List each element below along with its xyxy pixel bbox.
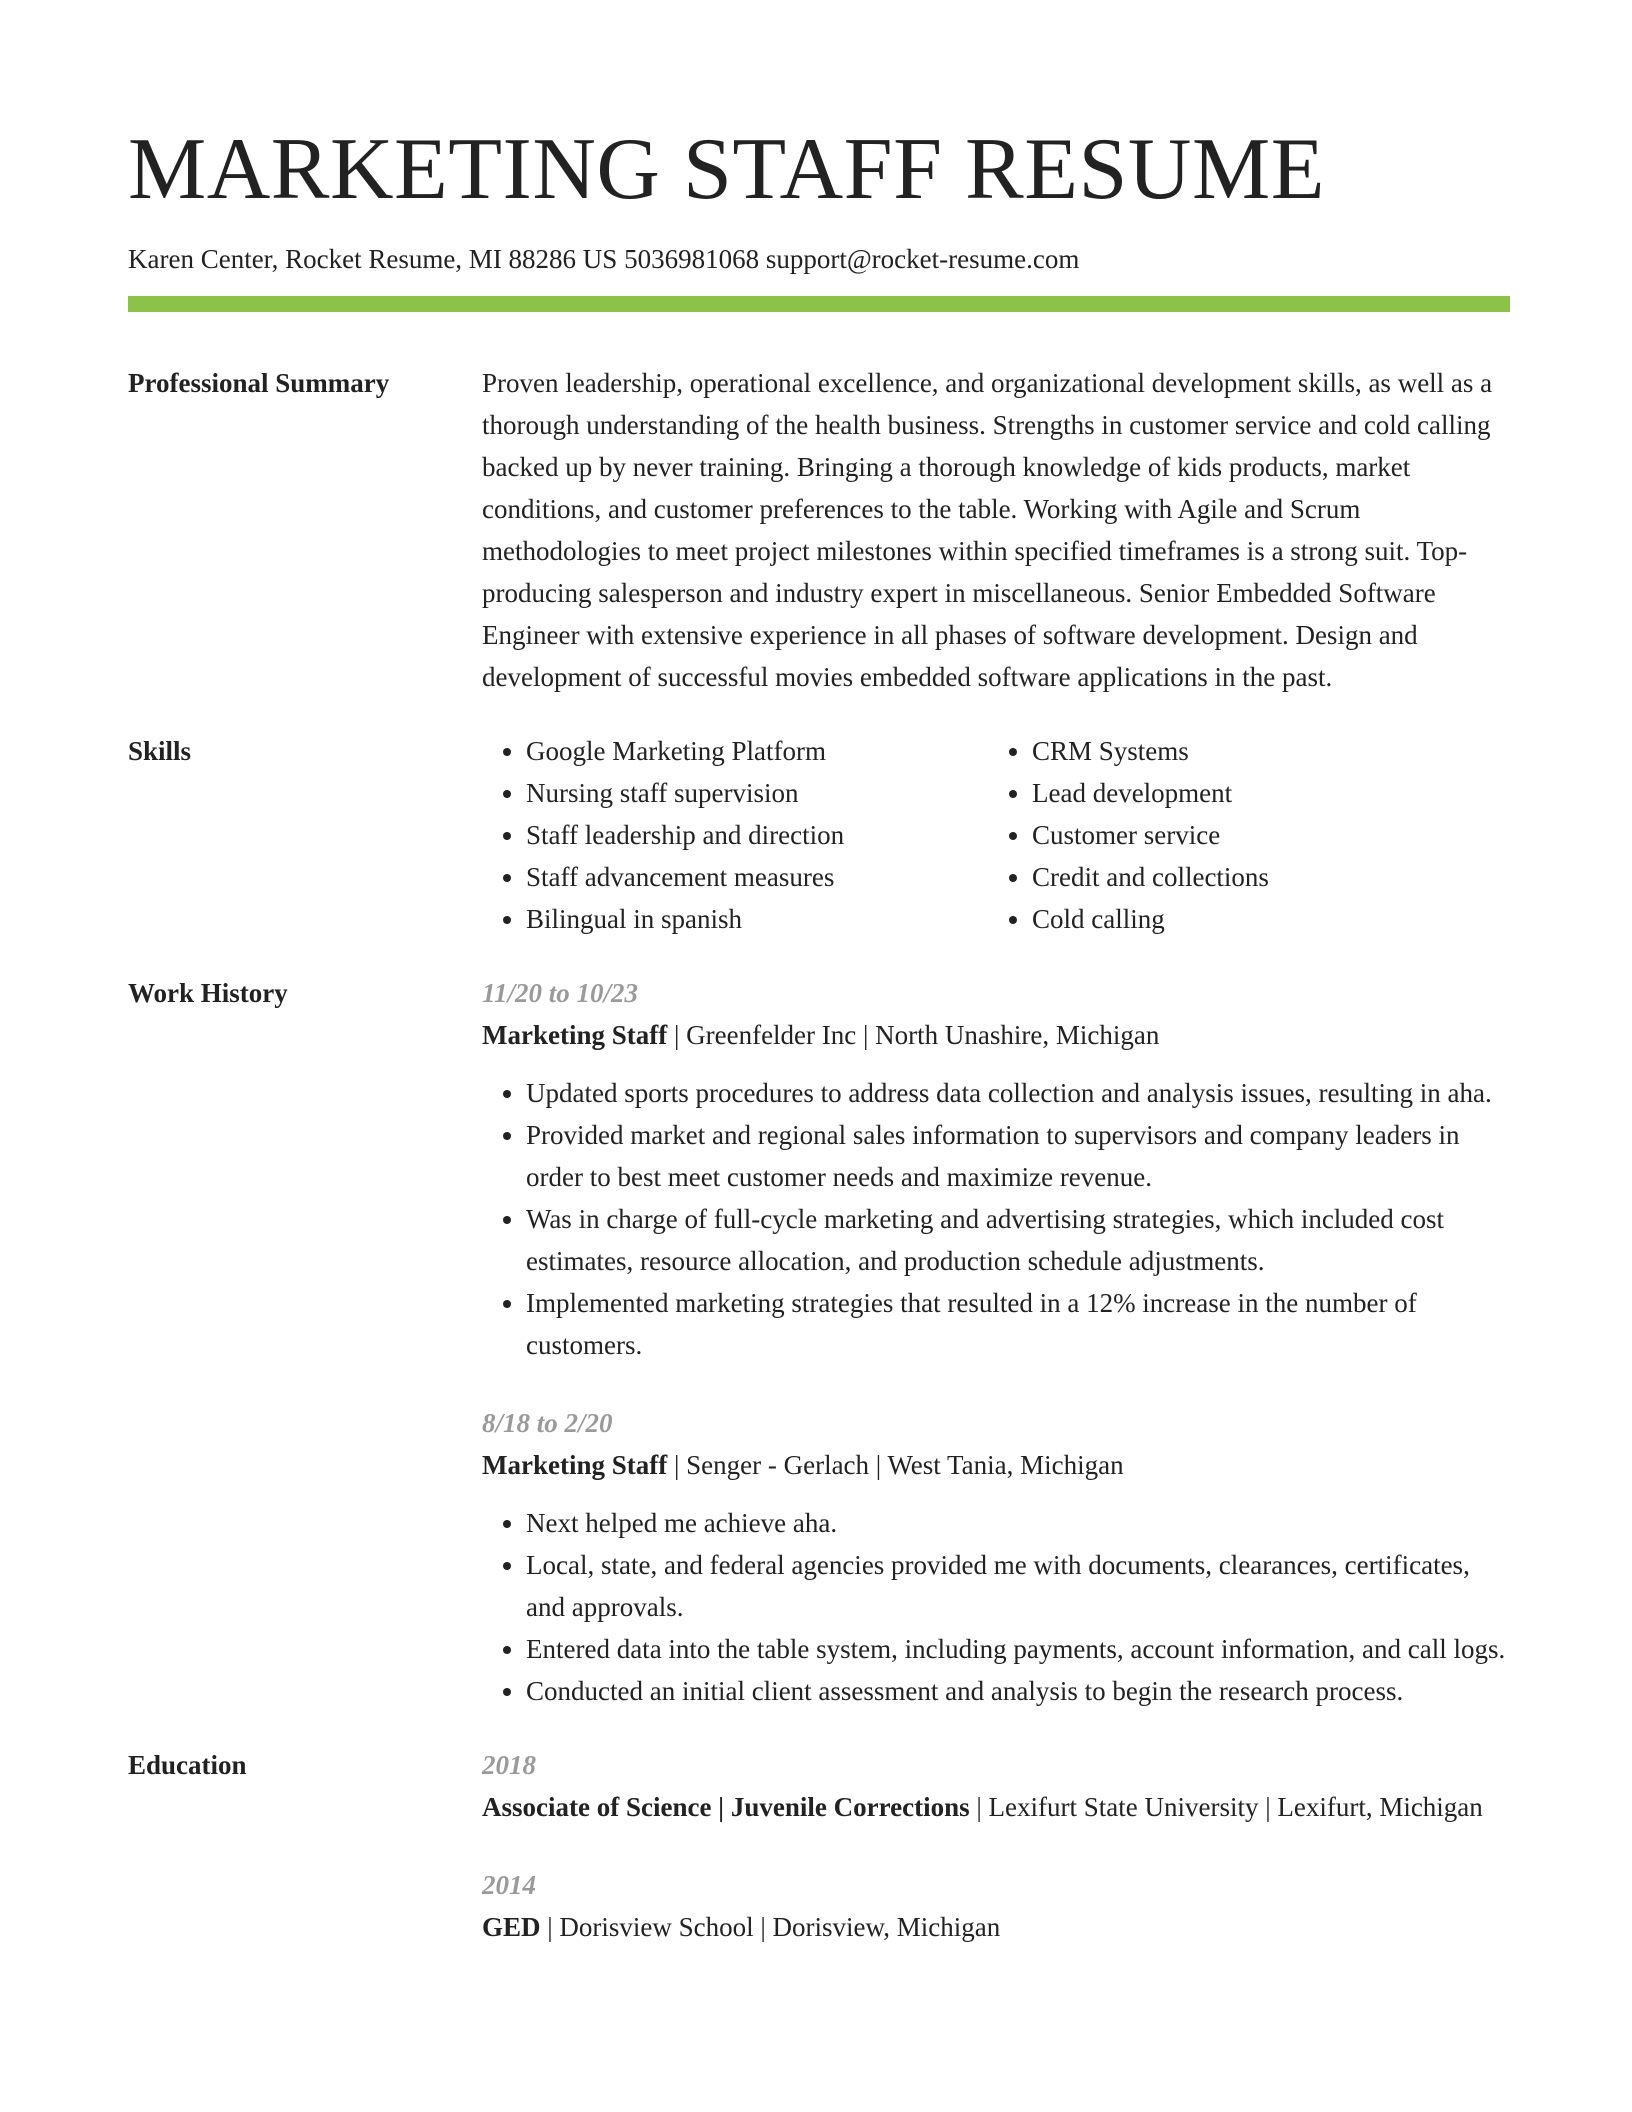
page-title: MARKETING STAFF RESUME xyxy=(128,121,1325,218)
summary-text: Proven leadership, operational excellence, and organizational development skills, as well as a thorough understanding of the health business. Strengths in customer service and cold calling backed up by never training. Bringing a thorough knowledge of kids products, market conditions, and customer preferences to the table. Working with Agile and Scrum methodologies to meet project milestones within specified timeframes is a strong suit. Top-producing salesperson and industry expert in miscellaneous. Senior Embedded Software Engineer with extensive experience in all phases of software development. Design and development of successful movies embedded software applications in the past. xyxy=(482,368,1493,692)
education-entry xyxy=(482,1864,1510,1948)
list-item: • CRM Systems xyxy=(1032,730,1269,772)
school-details: | Dorisview School | Dorisview, Michigan xyxy=(540,1912,1001,1942)
accent-divider xyxy=(128,296,1510,312)
list-item: • Local, state, and federal agencies provided me with documents, clearances, certificates, and approvals. xyxy=(526,1544,1510,1628)
skills-section xyxy=(128,730,1510,940)
section-label-work: Work History xyxy=(128,978,288,1008)
skills-body xyxy=(482,730,1510,940)
list-item: • Updated sports procedures to address data collection and analysis issues, resulting in aha. xyxy=(526,1072,1510,1114)
education-section xyxy=(128,1744,1510,1948)
professional-summary-section xyxy=(128,362,1510,698)
list-item: • Entered data into the table system, including payments, account information, and call logs. xyxy=(526,1628,1510,1670)
job-dates: 8/18 to 2/20 xyxy=(482,1408,613,1438)
job-bullets xyxy=(482,1072,1510,1366)
job-entry xyxy=(482,972,1510,1366)
list-item: • Bilingual in spanish xyxy=(526,898,988,940)
list-item: • Staff advancement measures xyxy=(526,856,988,898)
list-item: • Conducted an initial client assessment and analysis to begin the research process. xyxy=(526,1670,1510,1712)
degree-title: GED xyxy=(482,1912,541,1942)
job-title: Marketing Staff xyxy=(482,1450,668,1480)
job-line xyxy=(482,1444,1510,1486)
list-item: • Customer service xyxy=(1032,814,1269,856)
list-item: • Lead development xyxy=(1032,772,1269,814)
education-body xyxy=(482,1744,1510,1948)
list-item: • Next helped me achieve aha. xyxy=(526,1502,1510,1544)
list-item: • Was in charge of full-cycle marketing and advertising strategies, which included cost estimates, resource allocation, and production schedule adjustments. xyxy=(526,1198,1510,1282)
list-item: • Implemented marketing strategies that resulted in a 12% increase in the number of customers. xyxy=(526,1282,1510,1366)
list-item: • Provided market and regional sales information to supervisors and company leaders in order to best meet customer needs and maximize revenue. xyxy=(526,1114,1510,1198)
skills-list-left xyxy=(482,730,988,940)
work-history-section xyxy=(128,972,1510,1712)
education-line xyxy=(482,1906,1510,1948)
job-dates: 11/20 to 10/23 xyxy=(482,978,639,1008)
work-body xyxy=(482,972,1510,1712)
job-details: | Greenfelder Inc | North Unashire, Michigan xyxy=(667,1020,1160,1050)
resume-page xyxy=(128,120,1510,1948)
list-item: • Google Marketing Platform xyxy=(526,730,988,772)
list-item: • Cold calling xyxy=(1032,898,1269,940)
list-item: • Credit and collections xyxy=(1032,856,1269,898)
section-label-skills: Skills xyxy=(128,736,192,766)
section-label-education: Education xyxy=(128,1750,247,1780)
job-entry xyxy=(482,1402,1510,1712)
job-details: | Senger - Gerlach | West Tania, Michigan xyxy=(667,1450,1124,1480)
education-year: 2014 xyxy=(482,1870,536,1900)
education-entry xyxy=(482,1744,1510,1828)
job-title: Marketing Staff xyxy=(482,1020,668,1050)
job-line xyxy=(482,1014,1510,1056)
education-line xyxy=(482,1786,1510,1828)
list-item: • Staff leadership and direction xyxy=(526,814,988,856)
school-details: | Lexifurt State University | Lexifurt, Michigan xyxy=(969,1792,1483,1822)
skills-list-right xyxy=(988,730,1269,940)
list-item: • Nursing staff supervision xyxy=(526,772,988,814)
section-label-summary: Professional Summary xyxy=(128,368,390,398)
degree-title: Associate of Science | Juvenile Corrections xyxy=(482,1792,970,1822)
education-year: 2018 xyxy=(482,1750,536,1780)
job-bullets xyxy=(482,1502,1510,1712)
contact-line: Karen Center, Rocket Resume, MI 88286 US 5036981068 support@rocket-resume.com xyxy=(128,244,1080,274)
